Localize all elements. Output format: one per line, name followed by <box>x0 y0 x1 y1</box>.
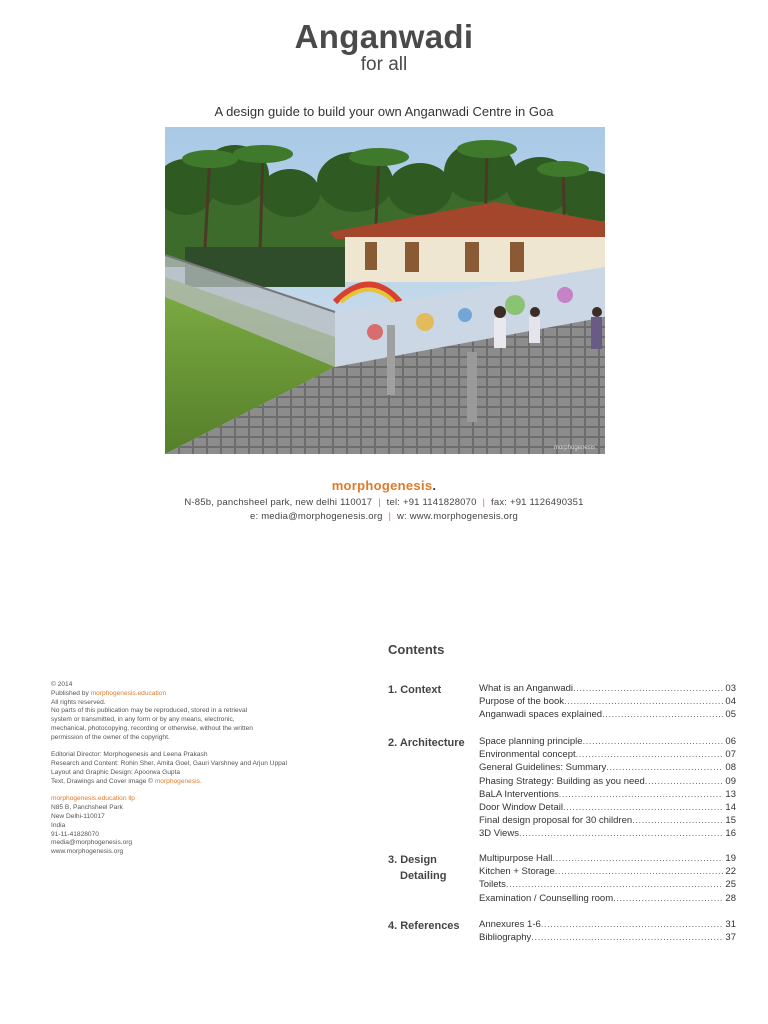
contact-org: morphogenesis.education llp <box>51 795 135 803</box>
contact-line: media@morphogenesis.org <box>51 839 133 847</box>
toc-entry[interactable]: Environmental concept ..... 07 <box>479 748 736 761</box>
toc-entry[interactable]: Toilets ..... 25 <box>479 878 736 891</box>
publisher-org: morphogenesis.education <box>90 689 167 697</box>
imprint-line: Published by morphogenesis.education <box>51 689 167 697</box>
toc-entry[interactable]: Final design proposal for 30 children ..... 15 <box>479 814 736 827</box>
imprint-line: No parts of this publication may be reproduced, stored in a retrieval <box>51 707 248 715</box>
imprint-line: © 2014 <box>51 681 73 688</box>
toc-section-label: 3. Design Detailing <box>388 854 447 882</box>
credit-line: Text, Drawings and Cover image © morphogenesis. <box>51 777 202 785</box>
separator: | <box>482 497 486 508</box>
toc-entry[interactable]: Kitchen + Storage ..... 22 <box>479 865 736 878</box>
toc-entry[interactable]: Annexures 1-6 ..... 31 <box>479 918 736 931</box>
imprint-line: mechanical, photocopying, recording or otherwise, without the written <box>51 724 253 732</box>
book-title: Anganwadi <box>294 18 474 55</box>
toc-section-label: 2. Architecture <box>388 737 465 749</box>
toc-entry[interactable]: Anganwadi spaces explained ..... 05 <box>479 708 736 721</box>
fax-text: fax: +91 1126490351 <box>491 497 584 508</box>
contents-heading: Contents <box>388 642 445 657</box>
imprint-line: All rights reserved. <box>51 698 106 706</box>
publisher-contact-line <box>0 511 768 522</box>
cover-illustration <box>165 127 605 454</box>
toc-entry[interactable]: General Guidelines: Summary ..... 08 <box>479 761 736 774</box>
toc-entry[interactable]: Examination / Counselling room ..... 28 <box>479 892 736 905</box>
telephone-text: tel: +91 1141828070 <box>386 497 477 508</box>
website-text: w: www.morphogenesis.org <box>397 511 518 522</box>
toc-section-label: 4. References <box>388 920 460 932</box>
email-text: e: media@morphogenesis.org <box>250 511 383 522</box>
credits-org: morphogenesis. <box>154 777 202 785</box>
toc-entry[interactable]: Purpose of the book ..... 04 <box>479 695 736 708</box>
contact-line: India <box>51 821 66 829</box>
imprint-block <box>51 681 301 857</box>
credit-line: Editorial Director: Morphogenesis and Leena Prakash <box>51 751 208 759</box>
book-subtitle: for all <box>360 54 408 75</box>
contact-line: N85 B, Panchsheel Park <box>51 804 123 812</box>
book-tagline: A design guide to build your own Anganwadi Centre in Goa <box>214 104 554 119</box>
publisher-address-line <box>0 497 768 508</box>
toc-entry[interactable]: Multipurpose Hall ..... 19 <box>479 852 736 865</box>
image-watermark: morphogenesis <box>553 445 595 451</box>
separator: | <box>378 497 381 508</box>
toc-entry[interactable]: What is an Anganwadi ..... 03 <box>479 682 736 695</box>
separator: | <box>388 511 392 522</box>
contact-line: www.morphogenesis.org <box>51 848 124 856</box>
toc-section-label: 1. Context <box>388 684 442 696</box>
toc-entry[interactable]: 3D Views ..... 16 <box>479 827 736 840</box>
contact-line: 91-11-41828070 <box>51 830 99 838</box>
imprint-line: system or transmitted, in any form or by any means, electronic, <box>51 716 235 724</box>
toc-entry[interactable]: Phasing Strategy: Building as you need ..... 09 <box>479 775 736 788</box>
toc-entry[interactable]: Door Window Detail ..... 14 <box>479 801 736 814</box>
toc-entry[interactable]: BaLA Interventions ..... 13 <box>479 788 736 801</box>
toc-entry[interactable]: Bibliography ..... 37 <box>479 931 736 944</box>
imprint-line: permission of the owner of the copyright. <box>51 733 170 741</box>
contact-line: New Delhi-110017 <box>51 812 105 820</box>
address-text: N-85b, panchsheel park, new delhi 110017 <box>184 497 373 508</box>
credit-line: Layout and Graphic Design: Apoorwa Gupta <box>51 768 181 776</box>
credit-line: Research and Content: Rohin Sher, Amita Goel, Gauri Varshney and Arjun Uppal <box>51 760 287 768</box>
publisher-brand <box>0 478 768 493</box>
brand-name: morphogenesis <box>331 478 433 493</box>
toc-entry[interactable]: Space planning principle ..... 06 <box>479 735 736 748</box>
brand-dot: . <box>432 478 437 493</box>
